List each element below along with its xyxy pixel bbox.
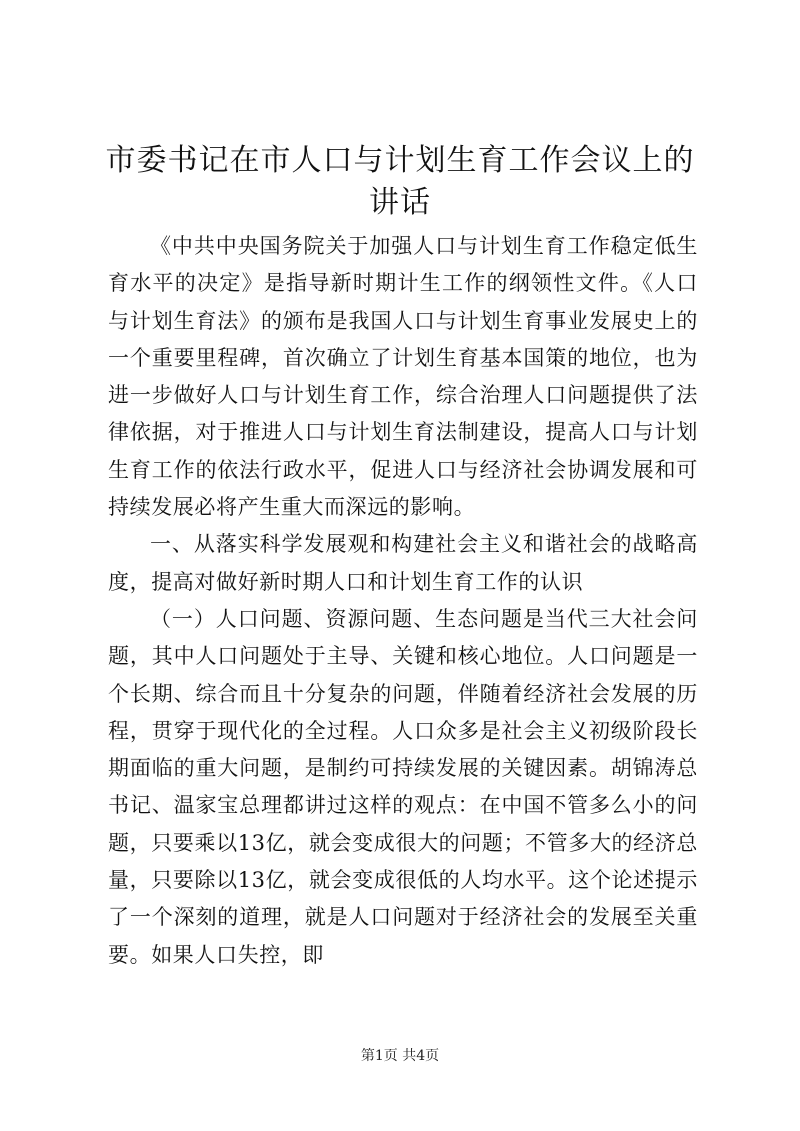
page-footer: 第1页 共4页: [360, 1048, 440, 1064]
paragraph-point-one: （一）人口问题、资源问题、生态问题是当代三大社会问题，其中人口问题处于主导、关键和核心地位。人口问题是一个长期、综合而且十分复杂的问题，伴随着经济社会发展的历程，贯穿于现代化的全过程。人口众多是社会主义初级阶段长期面临的重大问题，是制约可持续发展的关键因素。胡锦涛总书记、温家宝总理都讲过这样的观点：在中国不管多么小的问题，只要乘以13亿，就会变成很大的问题；不管多大的经济总量，只要除以13亿，就会变成很低的人均水平。这个论述提示了一个深刻的道理，就是人口问题对于经济社会的发展至关重要。如果人口失控，即: [108, 606, 698, 967]
paragraph-section-heading: 一、从落实科学发展观和构建社会主义和谐社会的战略高度，提高对做好新时期人口和计划生育工作的认识: [108, 532, 698, 594]
document-body: [108, 228, 698, 974]
document-title: 市委书记在市人口与计划生育工作会议上的讲话: [105, 143, 695, 220]
paragraph-intro: 《中共中央国务院关于加强人口与计划生育工作稳定低生育水平的决定》是指导新时期计生工作的纲领性文件。《人口与计划生育法》的颁布是我国人口与计划生育事业发展史上的一个重要里程碑，首次确立了计划生育基本国策的地位，也为进一步做好人口与计划生育工作，综合治理人口问题提供了法律依据，对于推进人口与计划生育法制建设，提高人口与计划生育工作的依法行政水平，促进人口与经济社会协调发展和可持续发展必将产生重大而深远的影响。: [108, 234, 698, 520]
